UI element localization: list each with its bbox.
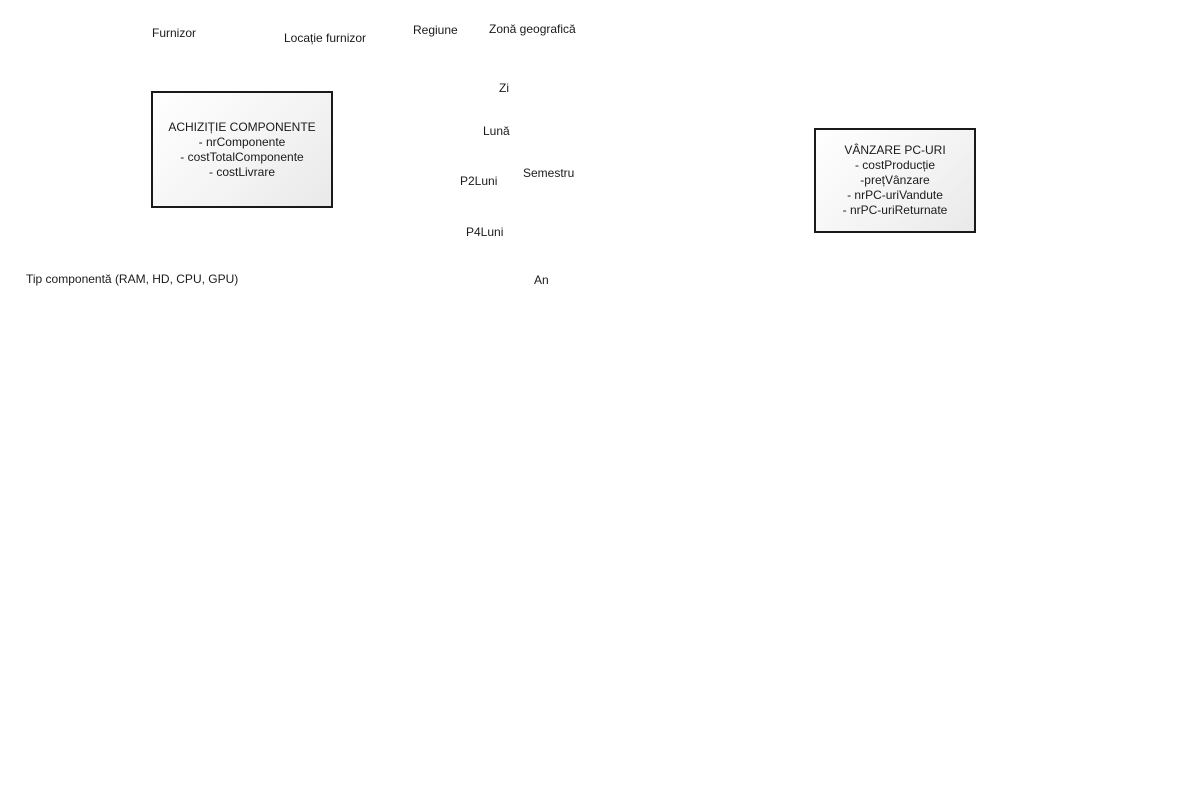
achizitie-componente-content bbox=[168, 120, 315, 180]
vanzare-attribute-pretvanzare: -prețVânzare bbox=[860, 173, 930, 187]
vanzare-attribute-nrpc-urivandute: - nrPC-uriVandute bbox=[847, 188, 943, 202]
achizitie-attribute-nrcomponente: - nrComponente bbox=[198, 134, 286, 149]
vanzare-pc-uri-title: VÂNZARE PC-URI bbox=[844, 143, 946, 157]
achizitie-attribute-costtotalcomponente: - costTotalComponente bbox=[180, 149, 304, 164]
p4luni-label: P4Luni bbox=[466, 225, 504, 239]
locatie-furnizor-label: Locație furnizor bbox=[284, 31, 367, 45]
zona-geografica-label: Zonă geografică bbox=[489, 22, 576, 36]
furnizor-label: Furnizor bbox=[152, 26, 197, 40]
vanzare-pc-uri-entity[interactable] bbox=[814, 128, 976, 233]
p2luni-label: P2Luni bbox=[460, 174, 498, 188]
vanzare-attribute-costproductie: - costProducție bbox=[854, 158, 936, 172]
an-label: An bbox=[534, 273, 549, 287]
achizitie-componente-title: ACHIZIȚIE COMPONENTE bbox=[168, 119, 316, 134]
achizitie-attribute-costlivrare: - costLivrare bbox=[208, 164, 276, 179]
vanzare-attribute-nrpc-urireturnate: - nrPC-uriReturnate bbox=[842, 203, 948, 217]
zi-label: Zi bbox=[499, 81, 509, 95]
vanzare-pc-uri-content bbox=[843, 143, 948, 218]
tip-componenta-label: Tip componentă (RAM, HD, CPU, GPU) bbox=[26, 272, 239, 286]
regiune-label: Regiune bbox=[413, 23, 458, 37]
achizitie-componente-entity[interactable] bbox=[151, 91, 333, 208]
semestru-label: Semestru bbox=[523, 166, 575, 180]
luna-label: Lună bbox=[483, 124, 510, 138]
